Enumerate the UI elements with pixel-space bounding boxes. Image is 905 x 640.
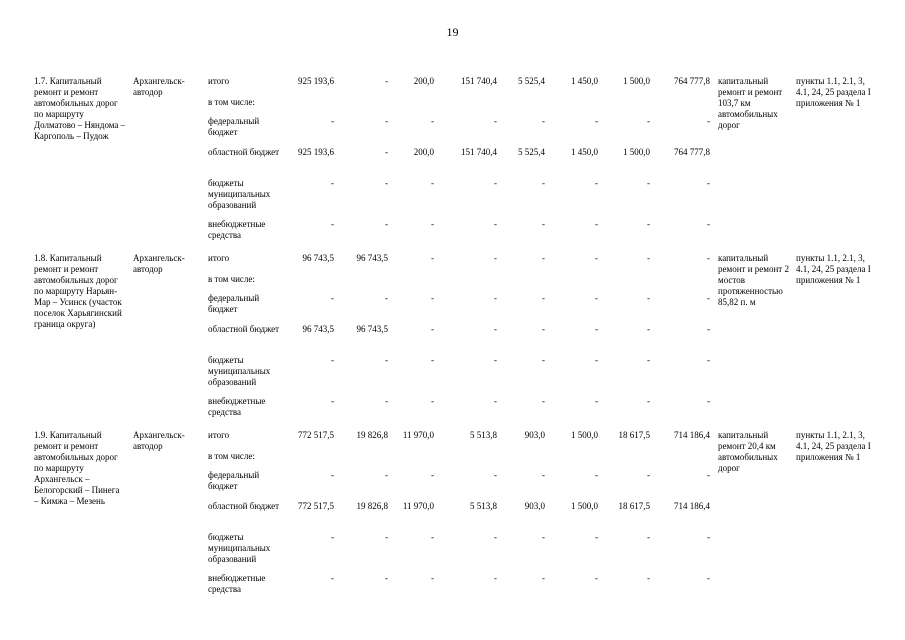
value-cell: -: [331, 116, 334, 126]
value-cell: -: [494, 532, 497, 542]
value-cell: 764 777,8: [674, 76, 710, 86]
measure-name: 1.7. Капитальный ремонт и ремонт автомобильных дорог по маршруту Долматово – Няндома – Каргополь – Пудож: [34, 76, 126, 141]
value-cell: -: [542, 573, 545, 583]
value-cell: 5 525,4: [518, 147, 545, 157]
value-cell: 200,0: [413, 76, 434, 86]
value-cell: -: [707, 470, 710, 480]
value-cell: -: [542, 178, 545, 188]
value-cell: -: [385, 573, 388, 583]
value-cell: 772 517,5: [298, 430, 334, 440]
funding-source: бюджеты муниципальных образований: [208, 532, 271, 564]
value-cell: -: [385, 178, 388, 188]
value-cell: 903,0: [524, 430, 545, 440]
value-cell: 1 500,0: [571, 430, 598, 440]
value-cell: -: [494, 396, 497, 406]
measure-name: 1.9. Капитальный ремонт и ремонт автомобильных дорог по маршруту Архангельск – Белогорский – Пинега – Кимжа – Мезень: [34, 430, 120, 506]
value-cell: -: [385, 147, 388, 157]
value-cell: 1 500,0: [623, 147, 650, 157]
value-cell: -: [431, 396, 434, 406]
measure-name: 1.8. Капитальный ремонт и ремонт автомобильных дорог по маршруту Нарьян-Мар – Усинск (участок поселок Харьягинский граница округа): [34, 253, 122, 329]
funding-source: внебюджетные средства: [208, 396, 266, 417]
funding-source: итого: [208, 430, 230, 440]
value-cell: -: [385, 532, 388, 542]
value-cell: -: [647, 116, 650, 126]
funding-source: итого: [208, 253, 230, 263]
value-cell: -: [331, 355, 334, 365]
value-cell: 96 743,5: [356, 253, 388, 263]
value-cell: -: [494, 293, 497, 303]
value-cell: 1 500,0: [571, 501, 598, 511]
value-cell: 772 517,5: [298, 501, 334, 511]
value-cell: -: [707, 573, 710, 583]
value-cell: -: [431, 470, 434, 480]
value-cell: 5 525,4: [518, 76, 545, 86]
funding-source: в том числе:: [208, 97, 255, 107]
funding-source: федеральный бюджет: [208, 470, 260, 491]
value-cell: -: [494, 219, 497, 229]
reference: пункты 1.1, 2.1, 3, 4.1, 24, 25 раздела I приложения № 1: [796, 253, 871, 285]
value-cell: 5 513,8: [470, 430, 497, 440]
value-cell: 925 193,6: [298, 76, 334, 86]
value-cell: -: [595, 573, 598, 583]
value-cell: 151 740,4: [461, 147, 497, 157]
value-cell: 714 186,4: [674, 501, 710, 511]
value-cell: 1 450,0: [571, 76, 598, 86]
funding-source: областной бюджет: [208, 501, 280, 511]
funding-source: итого: [208, 76, 230, 86]
value-cell: -: [542, 470, 545, 480]
value-cell: 764 777,8: [674, 147, 710, 157]
value-cell: -: [385, 293, 388, 303]
value-cell: -: [595, 396, 598, 406]
value-cell: -: [647, 293, 650, 303]
executor: Архангельск-автодор: [133, 76, 185, 97]
value-cell: -: [494, 573, 497, 583]
value-cell: -: [707, 355, 710, 365]
value-cell: -: [595, 293, 598, 303]
measure-description: капитальный ремонт 20,4 км автомобильных дорог: [718, 430, 778, 473]
value-cell: -: [542, 253, 545, 263]
value-cell: -: [707, 219, 710, 229]
value-cell: -: [707, 396, 710, 406]
value-cell: -: [494, 253, 497, 263]
value-cell: 714 186,4: [674, 430, 710, 440]
value-cell: -: [494, 178, 497, 188]
value-cell: -: [542, 396, 545, 406]
value-cell: -: [431, 253, 434, 263]
value-cell: 96 743,5: [356, 324, 388, 334]
value-cell: -: [542, 532, 545, 542]
value-cell: -: [385, 219, 388, 229]
value-cell: -: [595, 324, 598, 334]
value-cell: -: [647, 396, 650, 406]
funding-source: в том числе:: [208, 274, 255, 284]
value-cell: -: [331, 573, 334, 583]
value-cell: -: [494, 324, 497, 334]
value-cell: 903,0: [524, 501, 545, 511]
value-cell: 19 826,8: [356, 430, 388, 440]
value-cell: -: [385, 470, 388, 480]
value-cell: -: [331, 178, 334, 188]
value-cell: -: [707, 532, 710, 542]
value-cell: -: [707, 253, 710, 263]
value-cell: -: [595, 470, 598, 480]
value-cell: -: [331, 470, 334, 480]
value-cell: 925 193,6: [298, 147, 334, 157]
value-cell: -: [595, 532, 598, 542]
value-cell: -: [595, 355, 598, 365]
value-cell: -: [595, 178, 598, 188]
value-cell: 19 826,8: [356, 501, 388, 511]
value-cell: 151 740,4: [461, 76, 497, 86]
value-cell: 11 970,0: [402, 430, 434, 440]
value-cell: -: [385, 396, 388, 406]
value-cell: -: [647, 355, 650, 365]
value-cell: -: [647, 573, 650, 583]
value-cell: -: [647, 470, 650, 480]
value-cell: -: [431, 355, 434, 365]
value-cell: -: [647, 253, 650, 263]
value-cell: -: [431, 324, 434, 334]
value-cell: -: [385, 355, 388, 365]
value-cell: -: [385, 116, 388, 126]
value-cell: -: [431, 116, 434, 126]
value-cell: -: [431, 293, 434, 303]
value-cell: -: [707, 178, 710, 188]
value-cell: -: [707, 116, 710, 126]
value-cell: 200,0: [413, 147, 434, 157]
value-cell: -: [647, 219, 650, 229]
value-cell: -: [385, 76, 388, 86]
value-cell: -: [647, 532, 650, 542]
value-cell: 96 743,5: [302, 253, 334, 263]
value-cell: -: [494, 116, 497, 126]
value-cell: -: [647, 324, 650, 334]
reference: пункты 1.1, 2.1, 3, 4.1, 24, 25 раздела I приложения № 1: [796, 430, 871, 462]
value-cell: -: [494, 355, 497, 365]
value-cell: 18 617,5: [618, 430, 650, 440]
value-cell: -: [542, 324, 545, 334]
measure-description: капитальный ремонт и ремонт 103,7 км автомобильных дорог: [718, 76, 783, 130]
funding-source: областной бюджет: [208, 147, 280, 157]
value-cell: -: [542, 116, 545, 126]
value-cell: -: [542, 293, 545, 303]
value-cell: -: [595, 116, 598, 126]
value-cell: -: [647, 178, 650, 188]
value-cell: -: [542, 219, 545, 229]
funding-source: в том числе:: [208, 451, 255, 461]
measure-description: капитальный ремонт и ремонт 2 мостов протяженностью 85,82 п. м: [718, 253, 789, 307]
funding-source: внебюджетные средства: [208, 219, 266, 240]
value-cell: -: [707, 293, 710, 303]
funding-source: федеральный бюджет: [208, 116, 260, 137]
funding-source: бюджеты муниципальных образований: [208, 178, 271, 210]
page-number: 19: [446, 25, 459, 39]
value-cell: -: [431, 532, 434, 542]
value-cell: -: [431, 219, 434, 229]
value-cell: -: [595, 219, 598, 229]
value-cell: -: [331, 293, 334, 303]
executor: Архангельск-автодор: [133, 430, 185, 451]
value-cell: -: [494, 470, 497, 480]
value-cell: -: [331, 396, 334, 406]
value-cell: 1 450,0: [571, 147, 598, 157]
funding-source: внебюджетные средства: [208, 573, 266, 594]
value-cell: 18 617,5: [618, 501, 650, 511]
value-cell: 5 513,8: [470, 501, 497, 511]
value-cell: 96 743,5: [302, 324, 334, 334]
funding-source: областной бюджет: [208, 324, 280, 334]
value-cell: 11 970,0: [402, 501, 434, 511]
value-cell: -: [331, 532, 334, 542]
reference: пункты 1.1, 2.1, 3, 4.1, 24, 25 раздела I приложения № 1: [796, 76, 871, 108]
funding-source: федеральный бюджет: [208, 293, 260, 314]
executor: Архангельск-автодор: [133, 253, 185, 274]
value-cell: -: [431, 178, 434, 188]
value-cell: 1 500,0: [623, 76, 650, 86]
value-cell: -: [331, 219, 334, 229]
funding-source: бюджеты муниципальных образований: [208, 355, 271, 387]
value-cell: -: [595, 253, 598, 263]
value-cell: -: [707, 324, 710, 334]
value-cell: -: [542, 355, 545, 365]
value-cell: -: [431, 573, 434, 583]
